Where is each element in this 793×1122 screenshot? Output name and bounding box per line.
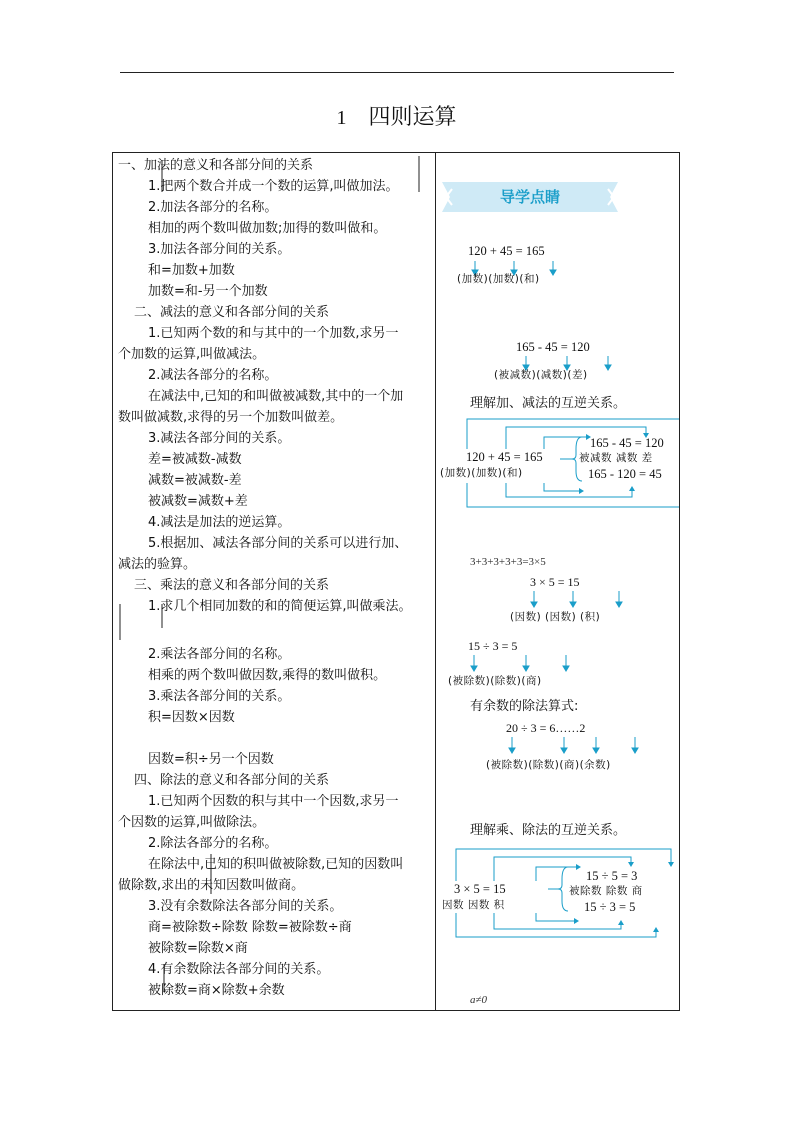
- formula-line: 被除数=除数×商: [148, 941, 248, 956]
- text-line: 1.已知两个数的和与其中的一个加数,求另一: [148, 326, 399, 341]
- inverse-multiplication-expression: 3 × 5 = 15: [454, 882, 506, 896]
- text-line: 2.减法各部分的名称。: [148, 368, 278, 383]
- formula-line: 被减数=减数+差: [148, 494, 248, 509]
- section-heading: 二、减法的意义和各部分间的关系: [134, 305, 330, 320]
- text-line: 2.乘法各部分间的名称。: [148, 647, 291, 662]
- multiplication-arrows: [516, 589, 636, 609]
- chapter-title: 四则运算: [368, 105, 457, 130]
- subtraction-labels: (被减数)(减数)(差): [494, 369, 588, 381]
- addition-expression: 120 + 45 = 165: [468, 244, 545, 258]
- text-line: 2.加法各部分的名称。: [148, 200, 278, 215]
- inverse-division-1: 15 ÷ 5 = 3: [586, 869, 638, 883]
- formula-line: 因数=积÷另一个因数: [148, 752, 274, 767]
- guide-banner: [442, 182, 618, 212]
- formula-line: 和=加数+加数: [148, 263, 235, 278]
- inverse-subtraction-names: 被减数 减数 差: [579, 452, 653, 464]
- remainder-labels: (被除数)(除数)(商)(余数): [486, 759, 611, 771]
- division-labels: (被除数)(除数)(商): [448, 675, 542, 687]
- text-line: 4.有余数除法各部分间的关系。: [148, 962, 330, 977]
- text-line: 在减法中,已知的和叫做被减数,其中的一个加: [148, 389, 404, 404]
- text-line: 4.减法是加法的逆运算。: [148, 515, 291, 530]
- formula-line: 减数=被减数-差: [148, 473, 242, 488]
- inverse-addition-expression: 120 + 45 = 165: [466, 450, 543, 464]
- section-heading: 一、加法的意义和各部分间的关系: [118, 158, 314, 173]
- footnote: a≠0: [470, 994, 488, 1006]
- text-line: 1.把两个数合并成一个数的运算,叫做加法。: [148, 179, 399, 194]
- inverse-subtraction-2: 165 - 120 = 45: [588, 467, 662, 481]
- chapter-number: 1: [336, 107, 347, 129]
- subtraction-expression: 165 - 45 = 120: [516, 340, 590, 354]
- text-line: 3.减法各部分间的关系。: [148, 431, 291, 446]
- inverse-division-names: 被除数 除数 商: [569, 885, 643, 897]
- text-line: 个加数的运算,叫做减法。: [118, 347, 266, 362]
- text-line: 做除数,求出的未知因数叫做商。: [118, 878, 305, 893]
- banner-title: 导学点睛: [499, 188, 560, 206]
- text-line: 3.加法各部分间的关系。: [148, 242, 291, 257]
- text-line: 相加的两个数叫做加数;加得的数叫做和。: [148, 221, 387, 236]
- page-title: [0, 100, 793, 131]
- inverse-add-sub-title: 理解加、减法的互逆关系。: [470, 396, 627, 411]
- formula-line: 商=被除数÷除数 除数=被除数÷商: [148, 920, 352, 935]
- inverse-multiplication-labels: 因数 因数 积: [442, 899, 505, 911]
- repeated-addition: 3+3+3+3+3=3×5: [470, 556, 546, 568]
- formula-line: 被除数=商×除数+余数: [148, 983, 285, 998]
- inverse-addition-labels: (加数)(加数)(和): [440, 467, 523, 479]
- text-line: 1.求几个相同加数的和的简便运算,叫做乘法。: [148, 599, 412, 614]
- remainder-arrows: [496, 735, 656, 755]
- text-line: 个因数的运算,叫做除法。: [118, 815, 266, 830]
- inverse-division-2: 15 ÷ 3 = 5: [584, 900, 636, 914]
- division-arrows: [460, 653, 580, 673]
- section-heading: 三、乘法的意义和各部分间的关系: [134, 578, 330, 593]
- text-line: 在除法中,已知的积叫做被除数,已知的因数叫: [148, 857, 404, 872]
- section-heading: 四、除法的意义和各部分间的关系: [134, 773, 330, 788]
- text-line: 3.乘法各部分间的关系。: [148, 689, 291, 704]
- division-expression: 15 ÷ 3 = 5: [468, 639, 518, 653]
- text-line: 5.根据加、减法各部分间的关系可以进行加、: [148, 536, 408, 551]
- header-rule: [120, 72, 674, 73]
- remainder-title: 有余数的除法算式:: [470, 699, 579, 714]
- remainder-expression: 20 ÷ 3 = 6……2: [506, 721, 586, 735]
- inverse-mul-div-title: 理解乘、除法的互逆关系。: [470, 823, 627, 838]
- text-line: 数叫做减数,求得的另一个加数叫做差。: [118, 410, 344, 425]
- text-line: 2.除法各部分的名称。: [148, 836, 278, 851]
- right-column: [436, 153, 679, 1010]
- margin-marks: [112, 152, 436, 1011]
- inverse-subtraction-1: 165 - 45 = 120: [590, 436, 664, 450]
- addition-labels: (加数)(加数)(和): [457, 273, 540, 285]
- formula-line: 加数=和-另一个加数: [148, 284, 268, 299]
- formula-line: 积=因数×因数: [148, 710, 235, 725]
- text-line: 3.没有余数除法各部分间的关系。: [148, 899, 343, 914]
- text-line: 相乘的两个数叫做因数,乘得的数叫做积。: [148, 668, 387, 683]
- formula-line: 差=被减数-减数: [148, 452, 242, 467]
- text-line: 1.已知两个因数的积与其中一个因数,求另一: [148, 794, 399, 809]
- text-line: 减法的验算。: [118, 557, 197, 572]
- multiplication-expression: 3 × 5 = 15: [530, 575, 580, 589]
- multiplication-labels: (因数) (因数) (积): [510, 611, 601, 623]
